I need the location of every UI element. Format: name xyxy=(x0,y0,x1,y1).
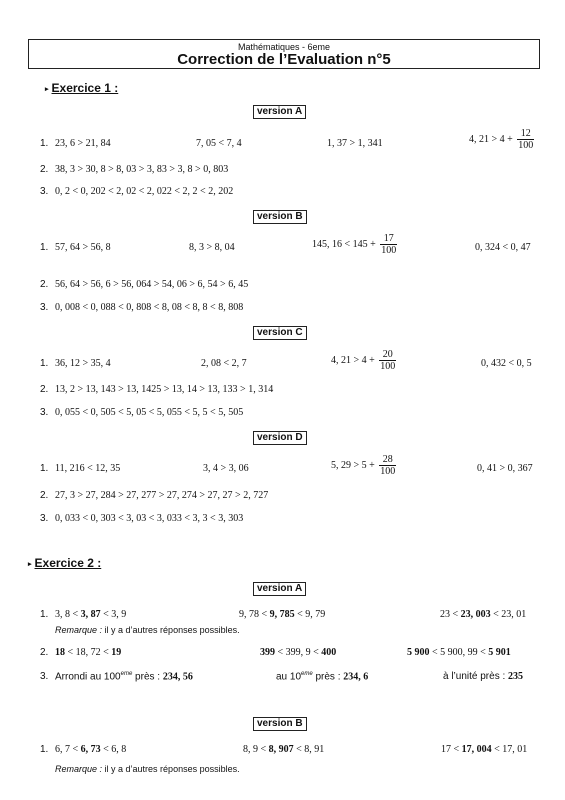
fraction-denominator: 100 xyxy=(380,466,396,477)
answer-text: 23 < xyxy=(440,609,461,620)
triangle-bullet-icon: ▸ xyxy=(28,561,32,568)
answer-text: 4, 21 > 4 + xyxy=(469,133,513,145)
answer xyxy=(55,647,121,658)
answer-bold: 5 900 xyxy=(407,647,430,658)
answer-text: < 9, 79 xyxy=(294,609,326,620)
exercise-2-heading xyxy=(28,556,101,570)
answer-with-fraction xyxy=(331,349,396,372)
version-b-badge: version B xyxy=(253,717,307,731)
answer: 0, 2 < 0, 202 < 2, 02 < 2, 022 < 2, 2 < 2, 202 xyxy=(55,186,234,197)
superscript: eme xyxy=(120,671,133,677)
answer xyxy=(55,744,126,755)
answer: 56, 64 > 56, 6 > 56, 064 > 54, 06 > 6, 54 > 6, 45 xyxy=(55,279,249,290)
answer: 11, 216 < 12, 35 xyxy=(55,463,121,474)
answer: 13, 2 > 13, 143 > 13, 1425 > 13, 14 > 13, 133 > 1, 314 xyxy=(55,384,274,395)
rounding-answer xyxy=(55,671,193,682)
answer: 0, 324 < 0, 47 xyxy=(475,242,531,253)
answer-text: 5, 29 > 5 + xyxy=(331,459,375,471)
answer-bold: 235 xyxy=(508,671,524,682)
answer xyxy=(407,647,511,658)
item-number: 3. xyxy=(40,513,49,524)
answer-bold: 19 xyxy=(111,647,122,658)
answer: 57, 64 > 56, 8 xyxy=(55,242,111,253)
version-a-badge: version A xyxy=(253,105,306,119)
answer-bold: 3, 87 xyxy=(80,609,101,620)
item-number: 1. xyxy=(40,609,49,620)
answer xyxy=(260,647,336,658)
remark-text: il y a d’autres réponses possibles. xyxy=(102,764,240,774)
answer: 0, 008 < 0, 088 < 0, 808 < 8, 08 < 8, 8 < 8, 808 xyxy=(55,302,244,313)
fraction xyxy=(380,233,397,256)
answer-text: 6, 7 < xyxy=(55,744,81,755)
answer: 3, 4 > 3, 06 xyxy=(203,463,249,474)
answer: 1, 37 > 1, 341 xyxy=(327,138,383,149)
answer: 8, 3 > 8, 04 xyxy=(189,242,235,253)
rounding-answer xyxy=(443,671,523,682)
item-number: 1. xyxy=(40,744,49,755)
answer-bold: 234, 56 xyxy=(162,671,193,683)
answer-text: 4, 21 > 4 + xyxy=(331,354,375,366)
item-number: 3. xyxy=(40,407,49,418)
remark-label: Remarque : xyxy=(55,625,103,635)
version-a-badge: version A xyxy=(253,582,306,596)
header-subtitle: Mathématiques - 6eme xyxy=(237,42,331,52)
item-number: 3. xyxy=(40,186,49,197)
answer-bold: 234, 6 xyxy=(343,671,369,683)
answer-text: < 17, 01 xyxy=(491,744,528,755)
answer: 27, 3 > 27, 284 > 27, 277 > 27, 274 > 27, 27 > 2, 727 xyxy=(55,490,269,501)
item-number: 1. xyxy=(40,138,49,149)
answer: 2, 08 < 2, 7 xyxy=(201,358,247,369)
fraction-numerator: 20 xyxy=(379,349,396,361)
answer-text: 17 < xyxy=(441,744,462,755)
fraction xyxy=(517,128,534,151)
item-number: 2. xyxy=(40,647,49,658)
answer-text: < 5 900, 99 < xyxy=(429,647,489,658)
answer-text: près : xyxy=(312,671,344,683)
answer-bold: 6, 73 xyxy=(80,744,101,755)
fraction-denominator: 100 xyxy=(381,245,397,256)
answer xyxy=(243,744,324,755)
answer-bold: 400 xyxy=(321,647,337,658)
remark xyxy=(55,764,240,774)
remark-text: il y a d’autres réponses possibles. xyxy=(102,625,240,635)
item-number: 1. xyxy=(40,358,49,369)
item-number: 2. xyxy=(40,384,49,395)
answer xyxy=(441,744,527,755)
fraction-numerator: 12 xyxy=(517,128,534,140)
answer: 0, 432 < 0, 5 xyxy=(481,358,532,369)
item-number: 2. xyxy=(40,164,49,175)
answer-bold: 399 xyxy=(260,647,275,658)
answer-bold: 23, 003 xyxy=(460,609,491,620)
answer-text: au 10 xyxy=(276,671,302,683)
answer-text: 8, 9 < xyxy=(243,744,269,755)
answer-text: < 23, 01 xyxy=(490,609,527,620)
answer-text: < 6, 8 xyxy=(100,744,127,755)
answer-text: 145, 16 < 145 + xyxy=(312,238,376,250)
item-number: 1. xyxy=(40,242,49,253)
answer-text: 9, 78 < xyxy=(239,609,270,620)
answer-bold: 17, 004 xyxy=(461,744,492,755)
answer: 0, 033 < 0, 303 < 3, 03 < 3, 033 < 3, 3 < 3, 303 xyxy=(55,513,244,524)
item-number: 3. xyxy=(40,302,49,313)
answer-bold: 5 901 xyxy=(488,647,511,658)
item-number: 3. xyxy=(40,671,49,682)
fraction-denominator: 100 xyxy=(380,361,396,372)
item-number: 2. xyxy=(40,279,49,290)
fraction xyxy=(379,454,396,477)
version-b-badge: version B xyxy=(253,210,307,224)
superscript: eme xyxy=(301,671,313,677)
item-number: 1. xyxy=(40,463,49,474)
version-c-badge: version C xyxy=(253,326,307,340)
answer-bold: 18 xyxy=(55,647,65,658)
answer xyxy=(440,609,526,620)
remark-label: Remarque : xyxy=(55,764,103,774)
remark xyxy=(55,625,240,635)
answer-with-fraction xyxy=(312,233,397,256)
document-header xyxy=(28,39,540,69)
item-number: 2. xyxy=(40,490,49,501)
exercise-1-heading xyxy=(45,81,118,95)
answer: 7, 05 < 7, 4 xyxy=(196,138,242,149)
answer: 0, 055 < 0, 505 < 5, 05 < 5, 055 < 5, 5 < 5, 505 xyxy=(55,407,244,418)
answer: 0, 41 > 0, 367 xyxy=(477,463,533,474)
answer: 36, 12 > 35, 4 xyxy=(55,358,111,369)
exercise-2-title: Exercice 2 : xyxy=(34,556,102,570)
page-title: Correction de l’Evaluation n°5 xyxy=(177,51,391,68)
answer xyxy=(55,609,126,620)
answer-text: 3, 8 < xyxy=(55,609,81,620)
fraction-denominator: 100 xyxy=(518,140,534,151)
answer-text: à l’unité près : xyxy=(443,671,509,682)
answer-text: près : xyxy=(132,671,163,683)
fraction-numerator: 28 xyxy=(379,454,396,466)
fraction xyxy=(379,349,396,372)
answer-text: < 8, 91 xyxy=(293,744,325,755)
answer: 38, 3 > 30, 8 > 8, 03 > 3, 83 > 3, 8 > 0, 803 xyxy=(55,164,229,175)
answer: 23, 6 > 21, 84 xyxy=(55,138,111,149)
answer-text: < 3, 9 xyxy=(100,609,127,620)
version-d-badge: version D xyxy=(253,431,307,445)
rounding-answer xyxy=(276,671,368,682)
exercise-1-title: Exercice 1 : xyxy=(51,81,119,95)
answer-bold: 9, 785 xyxy=(269,609,295,620)
fraction-numerator: 17 xyxy=(380,233,397,245)
answer-bold: 8, 907 xyxy=(268,744,294,755)
answer-with-fraction xyxy=(469,128,534,151)
triangle-bullet-icon: ▸ xyxy=(45,86,49,93)
answer xyxy=(239,609,325,620)
answer-text: Arrondi au 100 xyxy=(55,671,121,683)
answer-text: < 399, 9 < xyxy=(275,647,322,658)
answer-with-fraction xyxy=(331,454,396,477)
answer-text: < 18, 72 < xyxy=(65,647,112,658)
